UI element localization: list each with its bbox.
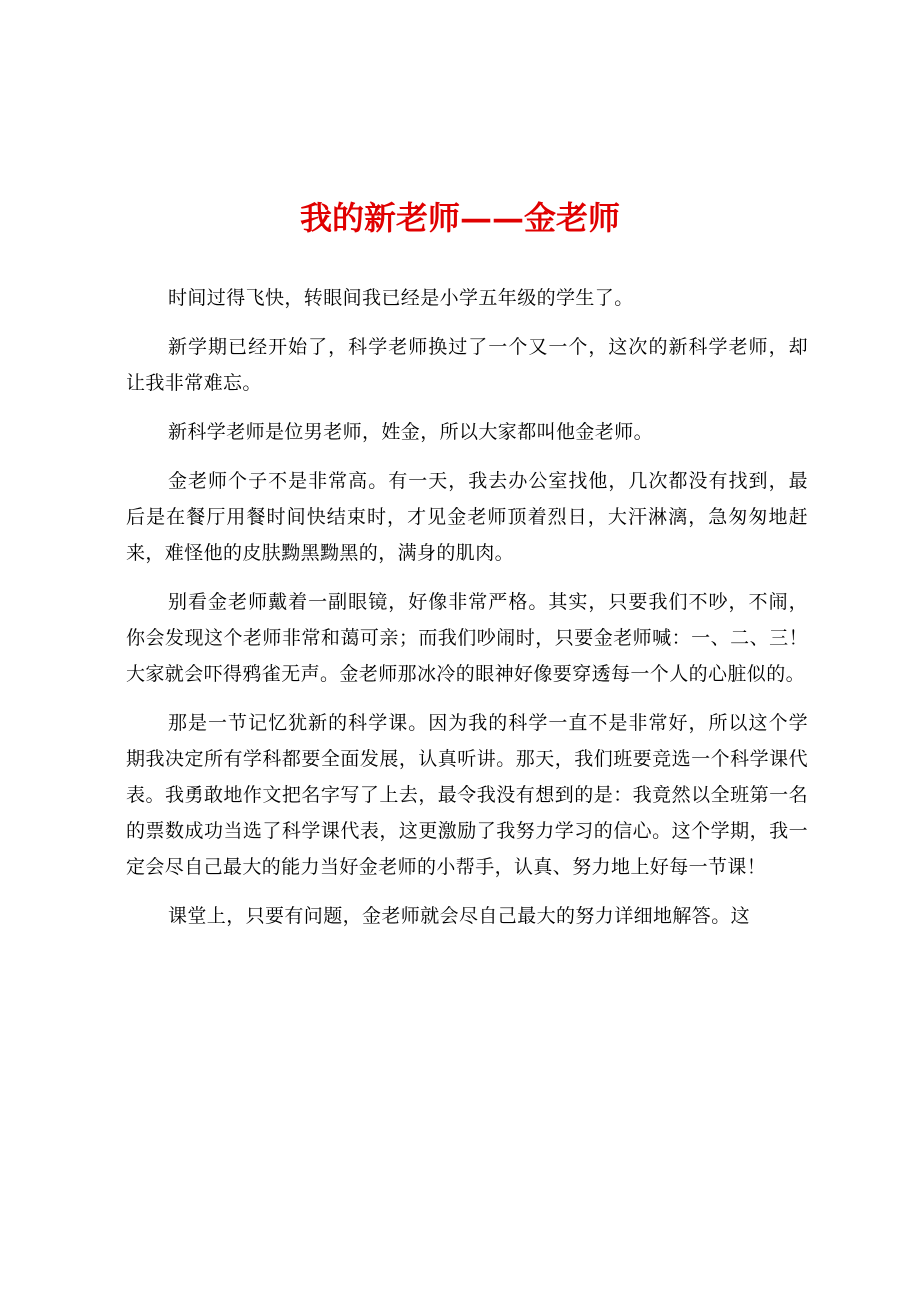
article-body [126,280,808,947]
paragraph: 时间过得飞快，转眼间我已经是小学五年级的学生了。 [168,287,634,309]
page-title: 我的新老师——金老师 [299,199,620,237]
paragraph: 新学期已经开始了，科学老师换过了一个又一个，这次的新科学老师，却让我非常难忘。 [126,336,808,394]
paragraph: 那是一节记忆犹新的科学课。因为我的科学一直不是非常好，所以这个学期我决定所有学科都要全面发展，认真听讲。那天，我们班要竞选一个科学课代表。我勇敢地作文把名字写了上去，最令我没有想到的是：我竟然以全班第一名的票数成功当选了科学课代表，这更激励了我努力学习的信心。这个学期，我一定会尽自己最大的能力当好金老师的小帮手，认真、努力地上好每一节课！ [126,712,808,878]
paragraph: 新科学老师是位男老师，姓金，所以大家都叫他金老师。 [168,421,654,443]
paragraph: 金老师个子不是非常高。有一天，我去办公室找他，几次都没有找到，最后是在餐厅用餐时间快结束时，才见金老师顶着烈日，大汗淋漓，急匆匆地赶来，难怪他的皮肤黝黑黝黑的，满身的肌肉。 [126,470,808,564]
paragraph: 别看金老师戴着一副眼镜，好像非常严格。其实，只要我们不吵，不闹，你会发现这个老师非常和蔼可亲；而我们吵闹时，只要金老师喊：一、二、三！大家就会吓得鸦雀无声。金老师那冰冷的眼神好像要穿透每一个人的心脏似的。 [126,591,808,685]
paragraph: 课堂上，只要有问题，金老师就会尽自己最大的努力详细地解答。这 [168,905,751,927]
